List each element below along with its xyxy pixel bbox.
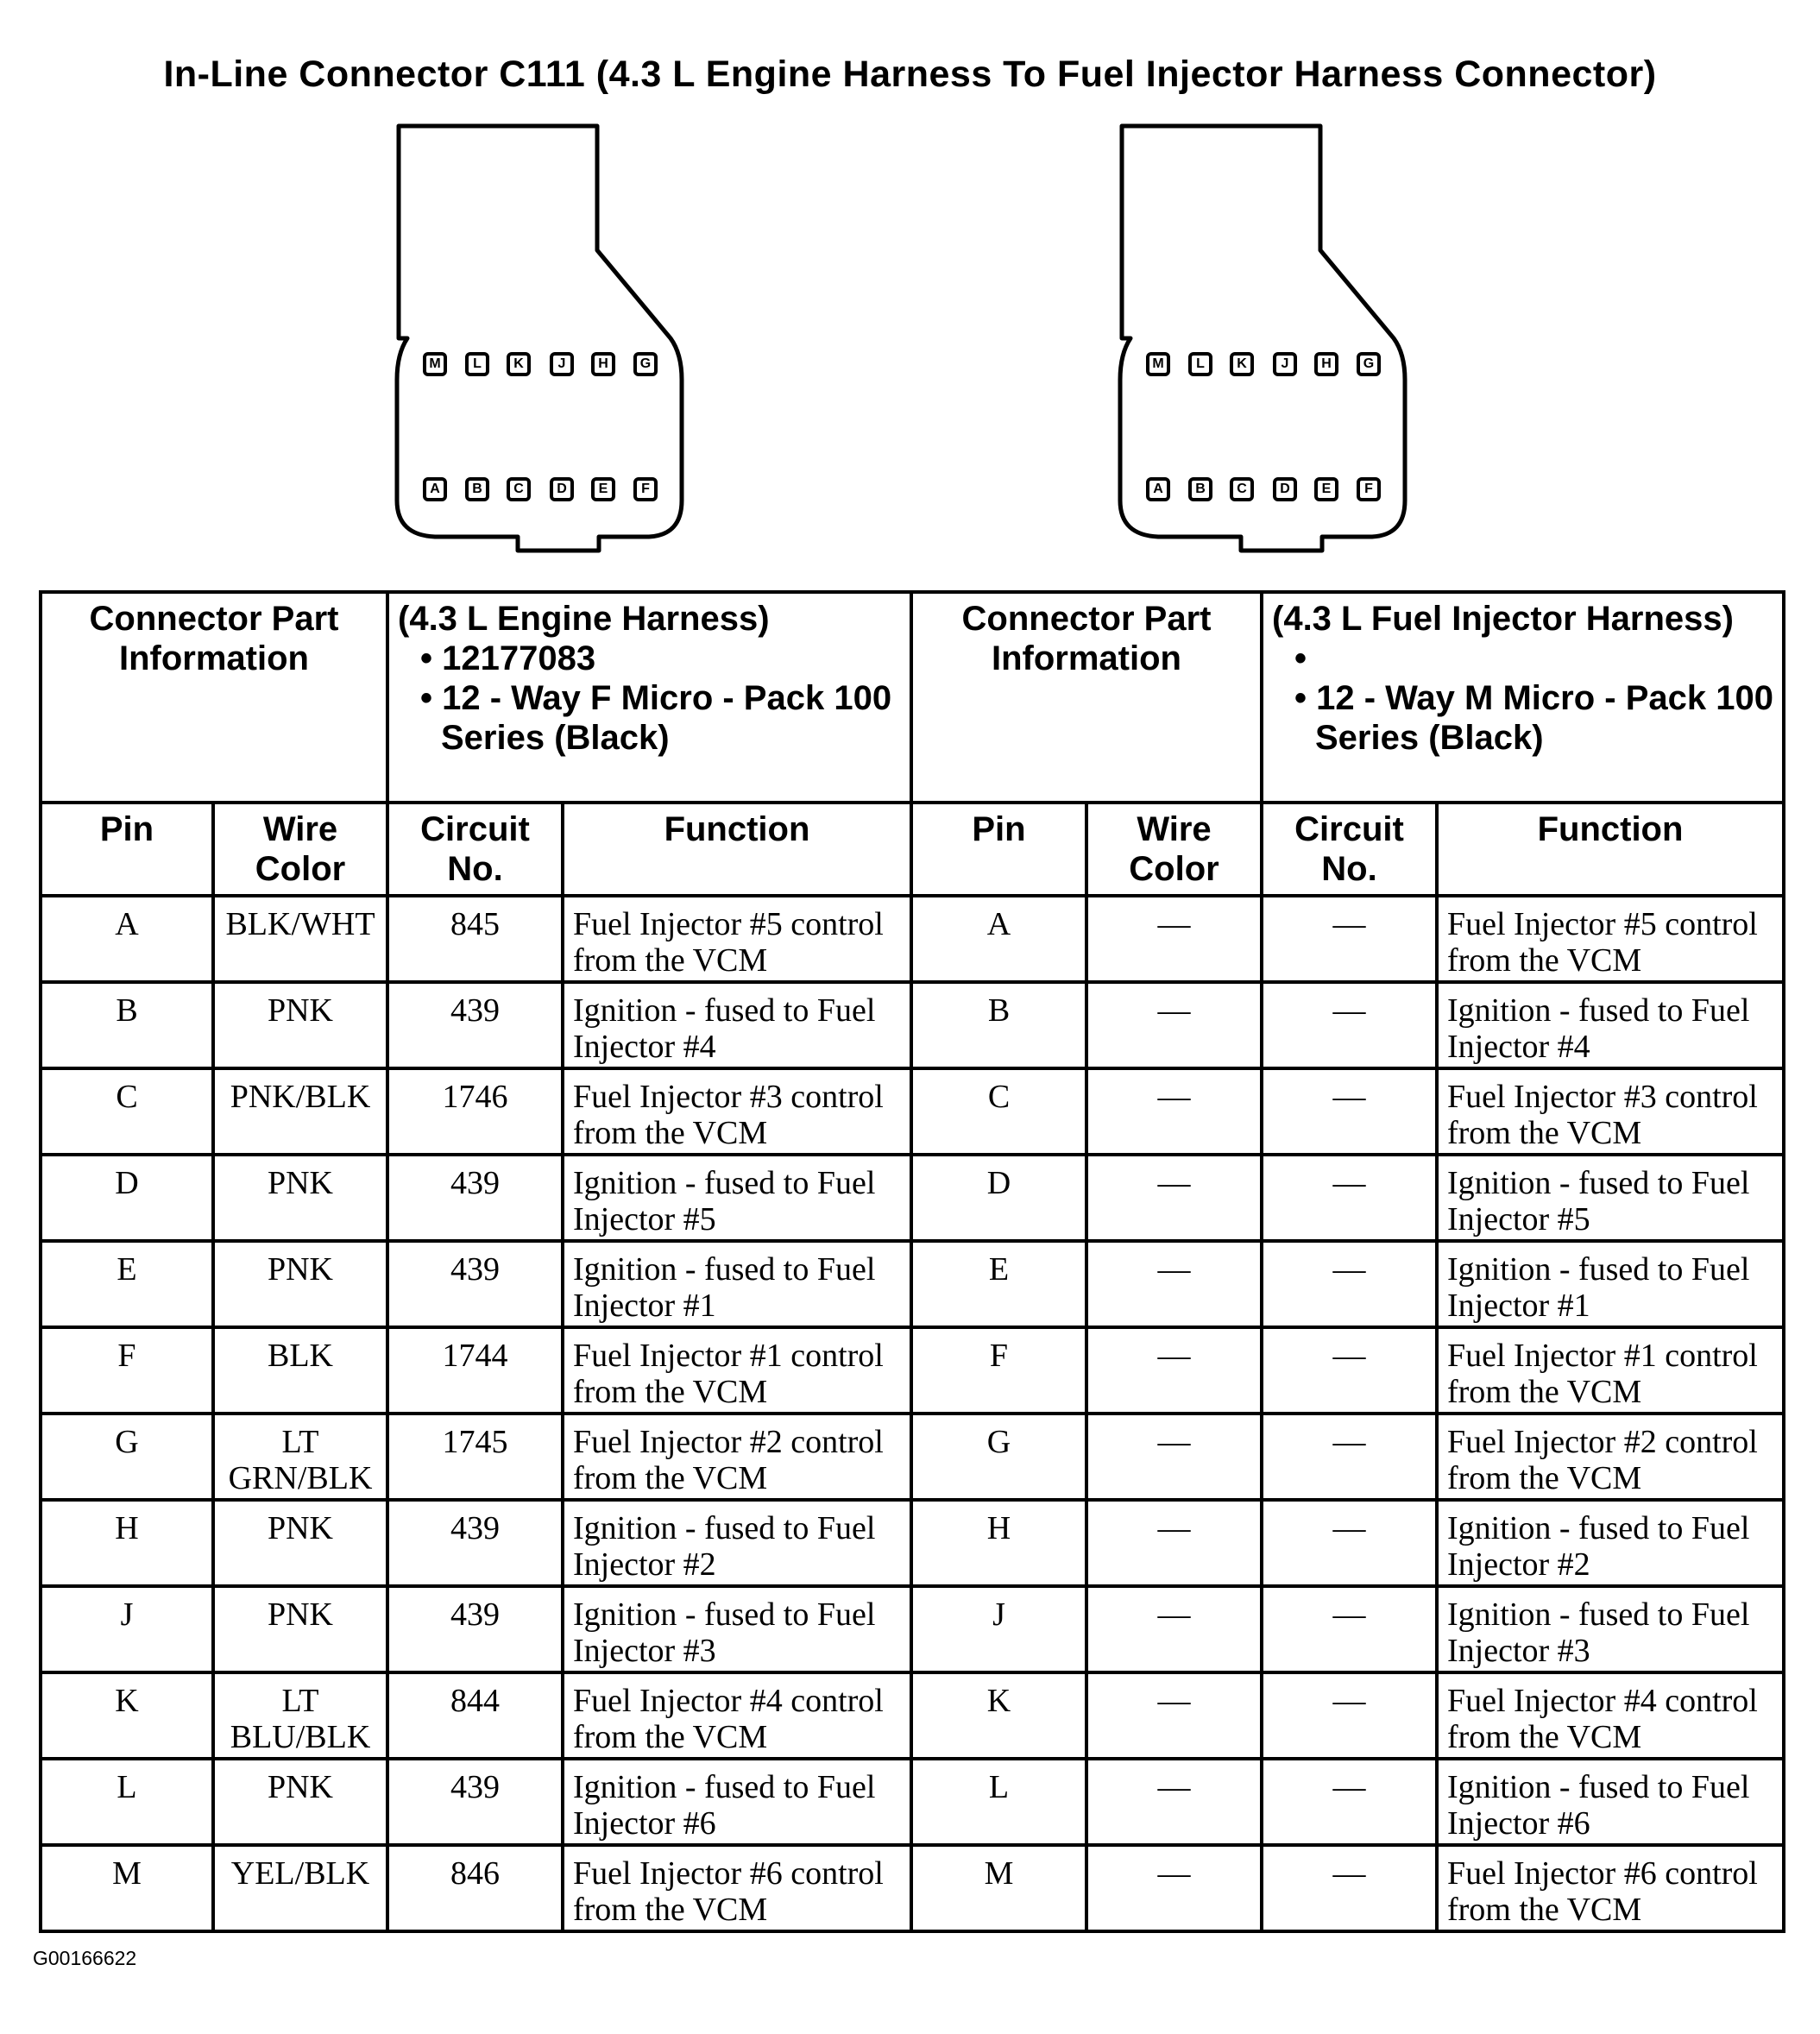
wire-color-cell: PNK xyxy=(213,1241,387,1327)
left-harness-name: (4.3 L Engine Harness) xyxy=(398,600,770,638)
pin-cell: D xyxy=(41,1155,213,1241)
table-row xyxy=(41,1845,1784,1931)
function-cell: Ignition - fused to Fuel Injector #6 xyxy=(563,1759,911,1845)
function-cell: Fuel Injector #2 control from the VCM xyxy=(563,1414,911,1500)
function-cell: Ignition - fused to Fuel Injector #1 xyxy=(1437,1241,1784,1327)
circuit-cell: — xyxy=(1262,1241,1437,1327)
connector-pin-h: H xyxy=(591,352,615,376)
bottom-pin-row xyxy=(1113,477,1415,503)
connector-pin-c: C xyxy=(1230,477,1254,501)
function-cell: Ignition - fused to Fuel Injector #2 xyxy=(1437,1500,1784,1586)
circuit-cell: 439 xyxy=(387,1586,563,1672)
left-connector-diagram xyxy=(390,121,692,570)
pin-cell: J xyxy=(911,1586,1086,1672)
connector-pin-c: C xyxy=(507,477,531,501)
table-row xyxy=(41,1327,1784,1414)
function-cell: Ignition - fused to Fuel Injector #5 xyxy=(1437,1155,1784,1241)
pin-cell: C xyxy=(41,1068,213,1155)
col-wire-color: Wire Color xyxy=(213,803,387,896)
col-circuit: Circuit No. xyxy=(387,803,563,896)
col-pin: Pin xyxy=(41,803,213,896)
right-info-label: Connector Part Information xyxy=(911,592,1262,803)
pin-cell: B xyxy=(911,982,1086,1068)
table-row xyxy=(41,1586,1784,1672)
top-pin-row xyxy=(1113,352,1415,378)
wire-color-cell: — xyxy=(1086,1759,1262,1845)
wire-color-cell: YEL/BLK xyxy=(213,1845,387,1931)
circuit-cell: 439 xyxy=(387,1241,563,1327)
circuit-cell: 439 xyxy=(387,1155,563,1241)
connector-pin-d: D xyxy=(1273,477,1297,501)
figure-id: G00166622 xyxy=(33,1947,137,1969)
wire-color-cell: — xyxy=(1086,982,1262,1068)
connector-pin-l: L xyxy=(1188,352,1212,376)
circuit-cell: — xyxy=(1262,1500,1437,1586)
wire-color-cell: LT GRN/BLK xyxy=(213,1414,387,1500)
circuit-cell: 439 xyxy=(387,1500,563,1586)
circuit-cell: — xyxy=(1262,1586,1437,1672)
connector-pin-g: G xyxy=(633,352,658,376)
pin-cell: E xyxy=(41,1241,213,1327)
col-pin: Pin xyxy=(911,803,1086,896)
left-part-number: • 12177083 xyxy=(420,639,596,677)
pin-cell: A xyxy=(41,896,213,982)
wire-color-cell: — xyxy=(1086,1155,1262,1241)
pin-cell: M xyxy=(41,1845,213,1931)
connector-pin-e: E xyxy=(1314,477,1338,501)
circuit-cell: 844 xyxy=(387,1672,563,1759)
col-function: Function xyxy=(563,803,911,896)
column-header-row xyxy=(41,803,1784,896)
pin-cell: G xyxy=(911,1414,1086,1500)
wire-color-cell: PNK xyxy=(213,1586,387,1672)
pin-cell: G xyxy=(41,1414,213,1500)
connector-pin-a: A xyxy=(423,477,447,501)
pin-cell: M xyxy=(911,1845,1086,1931)
pin-cell: K xyxy=(911,1672,1086,1759)
function-cell: Ignition - fused to Fuel Injector #1 xyxy=(563,1241,911,1327)
wire-color-cell: — xyxy=(1086,1500,1262,1586)
connector-pin-d: D xyxy=(550,477,574,501)
function-cell: Fuel Injector #6 control from the VCM xyxy=(563,1845,911,1931)
wire-color-cell: PNK xyxy=(213,982,387,1068)
wire-color-cell: — xyxy=(1086,1845,1262,1931)
function-cell: Ignition - fused to Fuel Injector #6 xyxy=(1437,1759,1784,1845)
function-cell: Fuel Injector #5 control from the VCM xyxy=(563,896,911,982)
function-cell: Fuel Injector #2 control from the VCM xyxy=(1437,1414,1784,1500)
wire-color-cell: PNK xyxy=(213,1155,387,1241)
col-function: Function xyxy=(1437,803,1784,896)
function-cell: Fuel Injector #1 control from the VCM xyxy=(1437,1327,1784,1414)
table-row xyxy=(41,1414,1784,1500)
left-connector-description: • 12 - Way F Micro - Pack 100 Series (Black) xyxy=(420,679,892,757)
circuit-cell: — xyxy=(1262,1672,1437,1759)
circuit-cell: 439 xyxy=(387,1759,563,1845)
pin-cell: A xyxy=(911,896,1086,982)
top-pin-row xyxy=(390,352,692,378)
wire-color-cell: — xyxy=(1086,896,1262,982)
circuit-cell: — xyxy=(1262,1068,1437,1155)
function-cell: Fuel Injector #3 control from the VCM xyxy=(563,1068,911,1155)
function-cell: Ignition - fused to Fuel Injector #5 xyxy=(563,1155,911,1241)
wire-color-cell: — xyxy=(1086,1068,1262,1155)
right-connector-description: • 12 - Way M Micro - Pack 100 Series (Black) xyxy=(1294,679,1773,757)
wire-color-cell: — xyxy=(1086,1414,1262,1500)
function-cell: Ignition - fused to Fuel Injector #3 xyxy=(563,1586,911,1672)
circuit-cell: 1745 xyxy=(387,1414,563,1500)
pin-cell: K xyxy=(41,1672,213,1759)
function-cell: Fuel Injector #4 control from the VCM xyxy=(563,1672,911,1759)
function-cell: Fuel Injector #5 control from the VCM xyxy=(1437,896,1784,982)
connector-pin-b: B xyxy=(465,477,489,501)
table-row xyxy=(41,1500,1784,1586)
circuit-cell: 439 xyxy=(387,982,563,1068)
function-cell: Ignition - fused to Fuel Injector #2 xyxy=(563,1500,911,1586)
pin-cell: H xyxy=(41,1500,213,1586)
connector-pin-e: E xyxy=(591,477,615,501)
connector-pin-f: F xyxy=(1357,477,1381,501)
connector-pin-g: G xyxy=(1357,352,1381,376)
table-row xyxy=(41,1155,1784,1241)
pin-cell: F xyxy=(911,1327,1086,1414)
right-harness-info xyxy=(1262,592,1784,803)
document-title: In-Line Connector C111 (4.3 L Engine Harness To Fuel Injector Harness Connector) xyxy=(163,54,1657,95)
table-row xyxy=(41,1759,1784,1845)
table-row xyxy=(41,896,1784,982)
connector-pin-j: J xyxy=(1273,352,1297,376)
right-connector-diagram xyxy=(1113,121,1415,570)
col-wire-color: Wire Color xyxy=(1086,803,1262,896)
circuit-cell: — xyxy=(1262,1414,1437,1500)
connector-pin-f: F xyxy=(633,477,658,501)
circuit-cell: 1744 xyxy=(387,1327,563,1414)
wire-color-cell: — xyxy=(1086,1327,1262,1414)
circuit-cell: — xyxy=(1262,1759,1437,1845)
circuit-cell: — xyxy=(1262,1155,1437,1241)
function-cell: Fuel Injector #4 control from the VCM xyxy=(1437,1672,1784,1759)
right-harness-name: (4.3 L Fuel Injector Harness) xyxy=(1272,600,1734,638)
pinout-table xyxy=(39,590,1785,1933)
circuit-cell: 846 xyxy=(387,1845,563,1931)
left-harness-info xyxy=(387,592,911,803)
table-row xyxy=(41,1241,1784,1327)
pin-cell: D xyxy=(911,1155,1086,1241)
connector-pin-h: H xyxy=(1314,352,1338,376)
wire-color-cell: BLK/WHT xyxy=(213,896,387,982)
pin-cell: E xyxy=(911,1241,1086,1327)
circuit-cell: — xyxy=(1262,982,1437,1068)
wire-color-cell: — xyxy=(1086,1672,1262,1759)
pin-cell: L xyxy=(41,1759,213,1845)
wire-color-cell: — xyxy=(1086,1586,1262,1672)
connector-pin-m: M xyxy=(423,352,447,376)
bottom-pin-row xyxy=(390,477,692,503)
wire-color-cell: PNK/BLK xyxy=(213,1068,387,1155)
pin-cell: J xyxy=(41,1586,213,1672)
col-circuit: Circuit No. xyxy=(1262,803,1437,896)
circuit-cell: — xyxy=(1262,1845,1437,1931)
wire-color-cell: LT BLU/BLK xyxy=(213,1672,387,1759)
connector-info-row xyxy=(41,592,1784,803)
connector-pin-j: J xyxy=(550,352,574,376)
function-cell: Fuel Injector #3 control from the VCM xyxy=(1437,1068,1784,1155)
pin-cell: C xyxy=(911,1068,1086,1155)
pin-cell: L xyxy=(911,1759,1086,1845)
function-cell: Fuel Injector #6 control from the VCM xyxy=(1437,1845,1784,1931)
connector-pin-a: A xyxy=(1146,477,1170,501)
pin-cell: B xyxy=(41,982,213,1068)
function-cell: Ignition - fused to Fuel Injector #3 xyxy=(1437,1586,1784,1672)
wire-color-cell: — xyxy=(1086,1241,1262,1327)
connector-pin-k: K xyxy=(1230,352,1254,376)
left-info-label: Connector Part Information xyxy=(41,592,387,803)
pin-cell: F xyxy=(41,1327,213,1414)
connector-pin-b: B xyxy=(1188,477,1212,501)
table-row xyxy=(41,1672,1784,1759)
wire-color-cell: BLK xyxy=(213,1327,387,1414)
circuit-cell: 1746 xyxy=(387,1068,563,1155)
function-cell: Ignition - fused to Fuel Injector #4 xyxy=(563,982,911,1068)
connector-pin-m: M xyxy=(1146,352,1170,376)
connector-pin-l: L xyxy=(465,352,489,376)
table-row xyxy=(41,1068,1784,1155)
function-cell: Ignition - fused to Fuel Injector #4 xyxy=(1437,982,1784,1068)
circuit-cell: — xyxy=(1262,1327,1437,1414)
connector-pin-k: K xyxy=(507,352,531,376)
circuit-cell: — xyxy=(1262,896,1437,982)
pin-cell: H xyxy=(911,1500,1086,1586)
function-cell: Fuel Injector #1 control from the VCM xyxy=(563,1327,911,1414)
wire-color-cell: PNK xyxy=(213,1500,387,1586)
wire-color-cell: PNK xyxy=(213,1759,387,1845)
circuit-cell: 845 xyxy=(387,896,563,982)
table-row xyxy=(41,982,1784,1068)
right-part-number: • xyxy=(1294,639,1307,677)
